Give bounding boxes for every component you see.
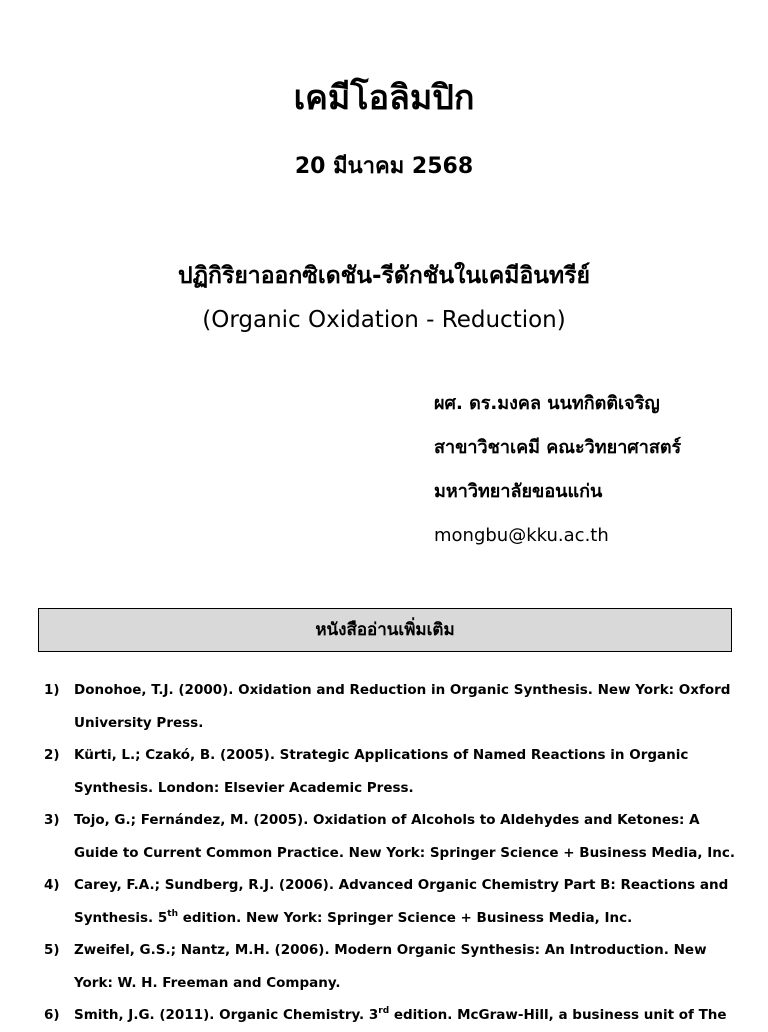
reference-item-2 xyxy=(44,739,744,804)
author-email[interactable]: mongbu@kku.ac.th xyxy=(434,525,609,546)
reference-text-line: Zweifel, G.S.; Nantz, M.H. (2006). Modern Organic Synthesis: An Introduction. New xyxy=(74,942,707,958)
reference-list xyxy=(44,674,744,1032)
author-university: มหาวิทยาลัยขอนแก่น xyxy=(434,481,603,502)
reference-text-line xyxy=(74,999,744,1032)
reference-text-line: Tojo, G.; Fernández, M. (2005). Oxidation of Alcohols to Aldehydes and Ketones: A xyxy=(74,812,700,828)
reference-item-4 xyxy=(44,869,744,934)
document-title: เคมีโอลิมปิก xyxy=(293,78,475,118)
reference-text-line: University Press. xyxy=(74,714,204,731)
reference-item-3 xyxy=(44,804,744,869)
reference-text-part: edition. New York: Springer Science + Business Media, Inc. xyxy=(178,909,633,926)
topic-title-english: (Organic Oxidation - Reduction) xyxy=(202,307,566,333)
reference-text-part: Smith, J.G. (2011). Organic Chemistry. 3 xyxy=(74,1007,379,1023)
author-name: ผศ. ดร.มงคล นนทกิตติเจริญ xyxy=(434,393,660,414)
reference-text-line: Synthesis. London: Elsevier Academic Press. xyxy=(74,779,414,796)
reference-text-part: edition. McGraw-Hill, a business unit of The xyxy=(389,1007,727,1023)
ordinal-superscript: rd xyxy=(378,1006,390,1016)
reference-text-line: York: W. H. Freeman and Company. xyxy=(74,974,341,991)
reference-text-line: Donohoe, T.J. (2000). Oxidation and Reduction in Organic Synthesis. New York: Oxford xyxy=(74,682,731,698)
topic-title-thai: ปฏิกิริยาออกซิเดชัน-รีดักชันในเคมีอินทรีย์ xyxy=(178,263,590,289)
reference-text-line: Kürti, L.; Czakó, B. (2005). Strategic Applications of Named Reactions in Organic xyxy=(74,747,689,763)
reference-item-5 xyxy=(44,934,744,999)
ordinal-superscript: th xyxy=(167,908,178,919)
reference-item-6 xyxy=(44,999,744,1032)
reference-text-line: Guide to Current Common Practice. New York: Springer Science + Business Media, Inc. xyxy=(74,844,735,861)
reference-number: 5) xyxy=(44,942,60,958)
reference-number: 3) xyxy=(44,812,60,828)
reference-text-line: Carey, F.A.; Sundberg, R.J. (2006). Advanced Organic Chemistry Part B: Reactions and xyxy=(74,877,729,893)
references-heading: หนังสืออ่านเพิ่มเติม xyxy=(38,608,732,652)
author-block xyxy=(434,386,764,562)
reference-text-line xyxy=(74,902,744,935)
reference-number: 1) xyxy=(44,682,60,698)
reference-item-1 xyxy=(44,674,744,739)
author-department: สาขาวิชาเคมี คณะวิทยาศาสตร์ xyxy=(434,437,682,458)
document-date: 20 มีนาคม 2568 xyxy=(294,154,474,179)
reference-number: 6) xyxy=(44,1007,60,1023)
reference-number: 4) xyxy=(44,877,60,893)
reference-number: 2) xyxy=(44,747,60,763)
reference-text-part: Synthesis. 5 xyxy=(74,909,168,926)
